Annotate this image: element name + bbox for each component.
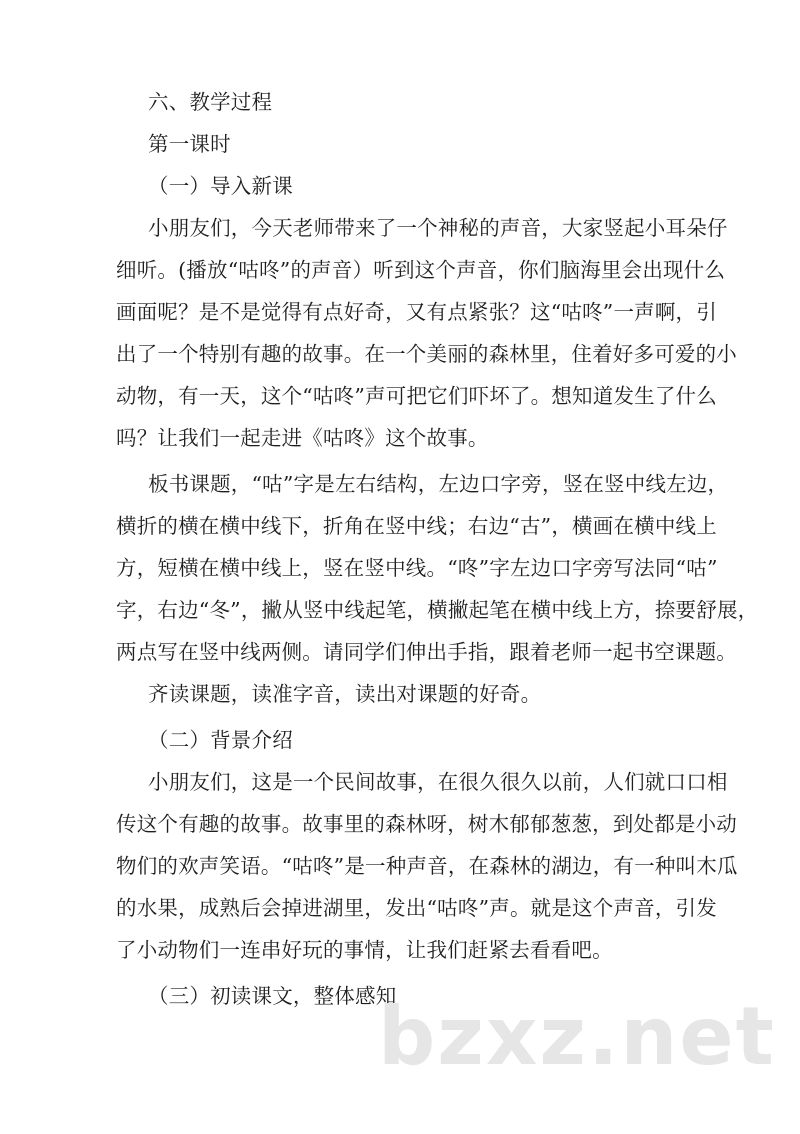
paragraph-line: 的水果，成熟后会掉进湖里，发出“咕咚”声。就是这个声音，引发 bbox=[116, 896, 717, 920]
paragraph-line: 物们的欢声笑语。“咕咚”是一种声音，在森林的湖边，有一种叫木瓜 bbox=[116, 854, 738, 878]
paragraph-line: 两点写在竖中线两侧。请同学们伸出手指，跟着老师一起书空课题。 bbox=[116, 640, 737, 664]
paragraph-line: 吗？让我们一起走进《咕咚》这个故事。 bbox=[116, 426, 489, 450]
paragraph-line: 动物，有一天，这个“咕咚”声可把它们吓坏了。想知道发生了什么 bbox=[116, 384, 717, 408]
part2-heading: （二）背景介绍 bbox=[148, 728, 293, 752]
paragraph-line: 了小动物们一连串好玩的事情，让我们赶紧去看看吧。 bbox=[116, 938, 613, 962]
paragraph-line: 传这个有趣的故事。故事里的森林呀，树木郁郁葱葱，到处都是小动 bbox=[116, 812, 737, 836]
part3-heading: （三）初读课文，整体感知 bbox=[148, 984, 397, 1008]
paragraph-line: 字，右边“冬”，撇从竖中线起笔，横撇起笔在横中线上方，捺要舒展， bbox=[116, 598, 759, 622]
paragraph-line: 横折的横在横中线下，折角在竖中线；右边“古”，横画在横中线上 bbox=[116, 514, 717, 538]
part1-heading: （一）导入新课 bbox=[148, 174, 293, 198]
section-title: 六、教学过程 bbox=[148, 90, 273, 114]
paragraph-line: 画面呢？是不是觉得有点好奇，又有点紧张？这“咕咚”一声啊，引 bbox=[116, 300, 717, 324]
paragraph-line: 板书课题，“咕”字是左右结构，左边口字旁，竖在竖中线左边， bbox=[148, 472, 729, 496]
watermark: bzxz.net bbox=[378, 990, 776, 1083]
paragraph-line: 小朋友们，这是一个民间故事，在很久很久以前，人们就口口相 bbox=[148, 770, 728, 794]
paragraph-line: 小朋友们，今天老师带来了一个神秘的声音，大家竖起小耳朵仔 bbox=[148, 216, 728, 240]
lesson-title: 第一课时 bbox=[148, 132, 231, 156]
paragraph-line: 齐读课题，读准字音，读出对课题的好奇。 bbox=[148, 682, 542, 706]
paragraph-line: 方，短横在横中线上，竖在竖中线。“咚”字左边口字旁写法同“咕” bbox=[116, 556, 718, 580]
paragraph-line: 出了一个特别有趣的故事。在一个美丽的森林里，住着好多可爱的小 bbox=[116, 342, 737, 366]
paragraph-line: 细听。(播放“咕咚”的声音）听到这个声音，你们脑海里会出现什么 bbox=[116, 258, 726, 282]
